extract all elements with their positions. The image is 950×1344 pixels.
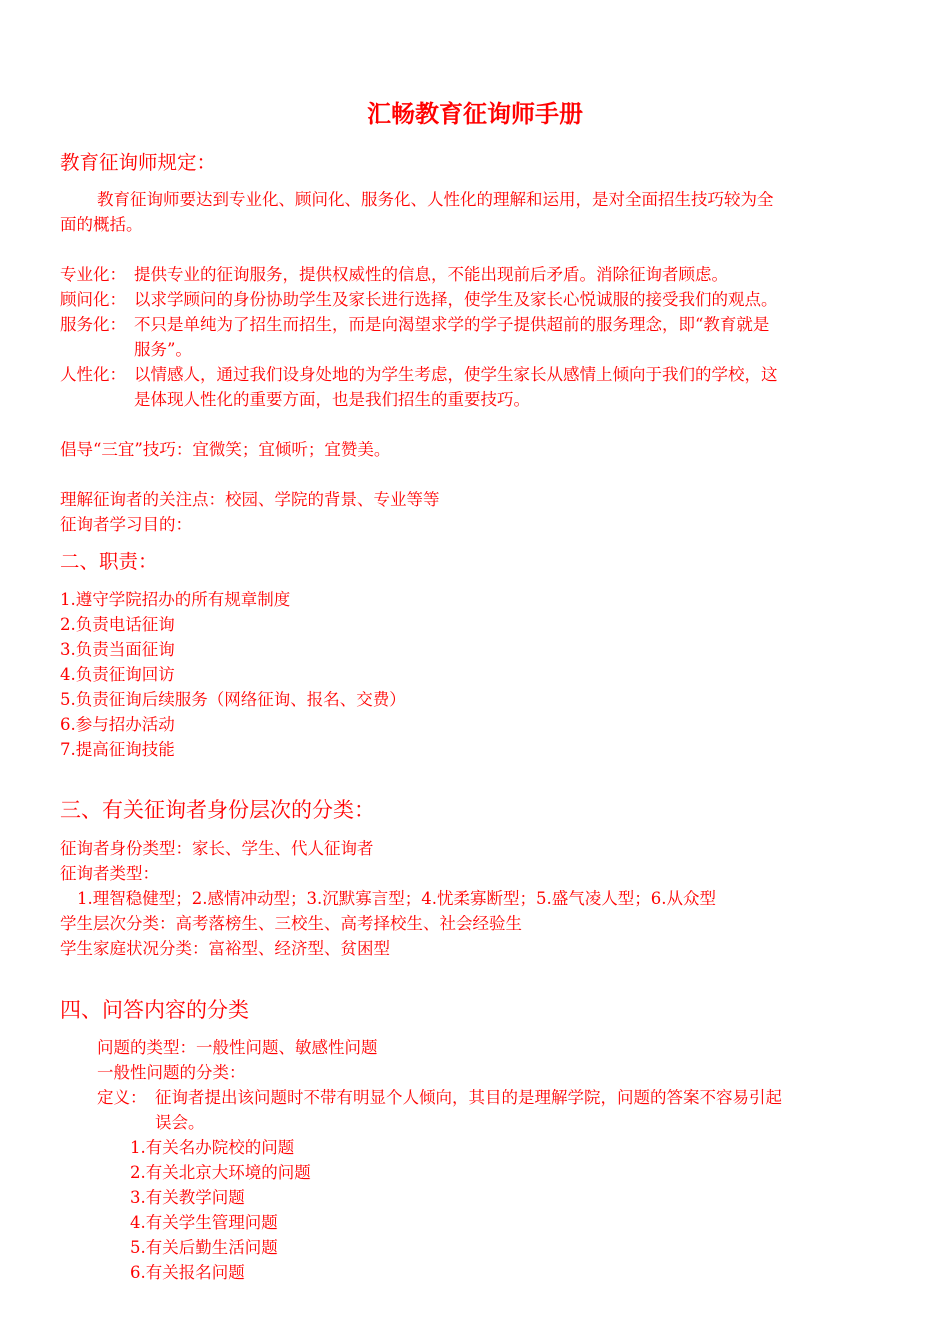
duty-item: 7.提高征询技能	[60, 740, 175, 759]
duty-item: 3.负责当面征询	[60, 640, 175, 659]
question-types-text: 问题的类型：一般性问题、敏感性问题	[97, 1038, 378, 1057]
qa-item: 1.有关名办院校的问题	[130, 1138, 295, 1157]
regulation-item-label: 专业化：	[60, 265, 126, 284]
duty-item: 1.遵守学院招办的所有规章制度	[60, 590, 291, 609]
advocate-text: 倡导“三宜”技巧：宜微笑；宜倾听；宜赞美。	[60, 440, 391, 459]
qa-item: 3.有关教学问题	[130, 1188, 245, 1207]
regulation-item-label: 顾问化：	[60, 290, 126, 309]
regulation-item-text: 提供专业的征询服务，提供权威性的信息，不能出现前后矛盾。消除征询者顾虑。	[134, 265, 728, 284]
document-title: 汇畅教育征询师手册	[367, 100, 583, 128]
qa-item: 5.有关后勤生活问题	[130, 1238, 278, 1257]
regulation-item-label: 服务化：	[60, 315, 126, 334]
focus-text: 理解征询者的关注点：校园、学院的背景、专业等等	[60, 490, 440, 509]
definition-text: 征询者提出该问题时不带有明显个人倾向，其目的是理解学院，问题的答案不容易引起	[155, 1088, 782, 1107]
student-levels-text: 学生层次分类：高考落榜生、三校生、高考择校生、社会经验生	[60, 914, 522, 933]
definition-label: 定义：	[97, 1088, 147, 1107]
regulation-item-text: 不只是单纯为了招生而招生，而是向渴望求学的学子提供超前的服务理念，即“教育就是	[134, 315, 770, 334]
duty-item: 4.负责征询回访	[60, 665, 175, 684]
identity-types-text: 征询者身份类型：家长、学生、代人征询者	[60, 839, 374, 858]
duties-heading: 二、职责：	[60, 550, 158, 573]
definition-text-continued: 误会。	[155, 1113, 205, 1132]
qa-item: 2.有关北京大环境的问题	[130, 1163, 311, 1182]
regulation-heading: 教育征询师规定：	[60, 151, 217, 174]
duty-item: 2.负责电话征询	[60, 615, 175, 634]
regulation-item-label: 人性化：	[60, 365, 126, 384]
qa-heading: 四、问答内容的分类	[60, 998, 249, 1022]
regulation-item-text-continued: 服务”。	[134, 340, 192, 359]
duty-item: 5.负责征询后续服务（网络征询、报名、交费）	[60, 690, 406, 709]
family-status-text: 学生家庭状况分类：富裕型、经济型、贫困型	[60, 939, 390, 958]
inquirer-types-list: 1.理智稳健型；2.感情冲动型；3.沉默寡言型；4.忧柔寡断型；5.盛气凌人型；6.从众型	[77, 889, 716, 908]
inquirer-types-label: 征询者类型：	[60, 864, 159, 883]
regulation-item-text-continued: 是体现人性化的重要方面，也是我们招生的重要技巧。	[134, 390, 530, 409]
regulation-item-text: 以情感人，通过我们设身处地的为学生考虑，使学生家长从感情上倾向于我们的学校，这	[134, 365, 778, 384]
purpose-text: 征询者学习目的：	[60, 515, 192, 534]
regulation-intro-line-1: 教育征询师要达到专业化、顾问化、服务化、人性化的理解和运用，是对全面招生技巧较为全	[97, 190, 774, 209]
regulation-intro-line-2: 面的概括。	[60, 215, 143, 234]
qa-item: 4.有关学生管理问题	[130, 1213, 278, 1232]
classification-heading: 三、有关征询者身份层次的分类：	[60, 798, 375, 822]
duty-item: 6.参与招办活动	[60, 715, 175, 734]
general-classification-text: 一般性问题的分类：	[97, 1063, 246, 1082]
qa-item: 6.有关报名问题	[130, 1263, 245, 1282]
regulation-item-text: 以求学顾问的身份协助学生及家长进行选择，使学生及家长心悦诚服的接受我们的观点。	[134, 290, 778, 309]
